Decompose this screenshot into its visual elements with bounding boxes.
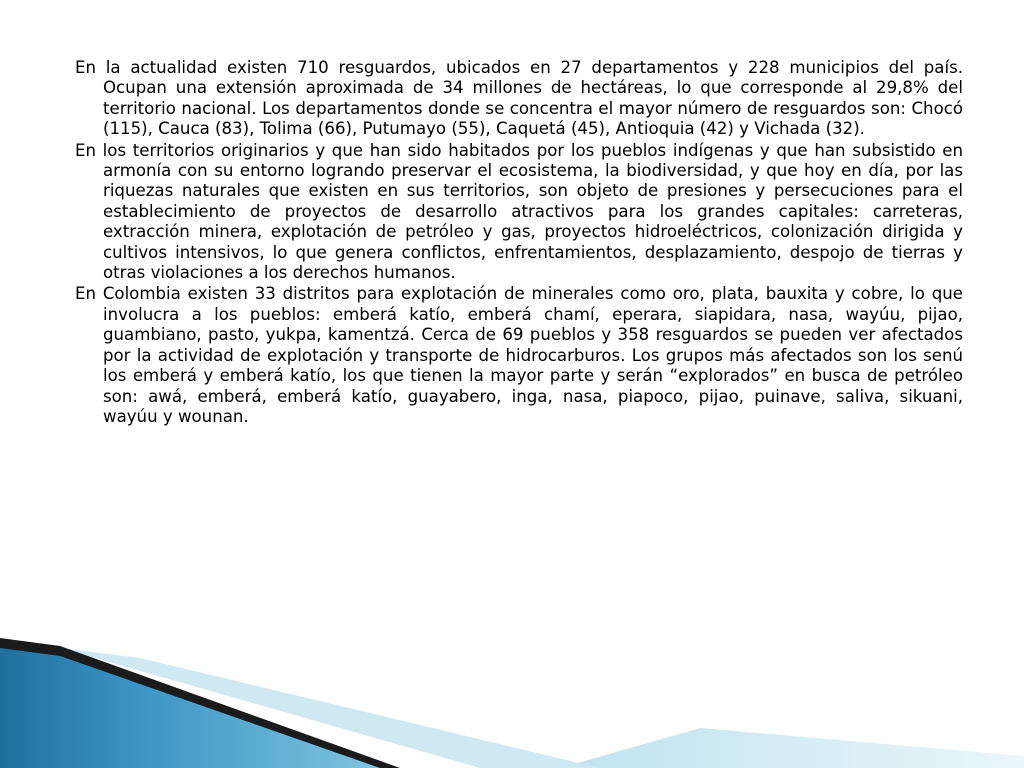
paragraph-territorios: En los territorios originarios y que han sido habitados por los pueblos indígenas y que han subsistido en armonía con su entorno logrando preservar el ecosistema, la biodiversidad, y que hoy en día, por las riquezas naturales que existen en sus territorios, son objeto de presiones y persecuciones para el establecimiento de proyectos de desarrollo atractivos para los grandes capitales: carreteras, extracción minera, explotación de petróleo y gas, proyectos hidroeléctricos, colonización dirigida y cultivos intensivos, lo que genera conflictos, enfrentamientos, desplazamiento, despojo de tierras y otras violaciones a los derechos humanos. [75,140,963,283]
paragraph-distritos: En Colombia existen 33 distritos para explotación de minerales como oro, plata, bauxita y cobre, lo que involucra a los pueblos: emberá katío, emberá chamí, eperara, siapidara, nasa, wayúu, pijao, guambiano, pasto, yukpa, kamentzá. Cerca de 69 pueblos y 358 resguardos se pueden ver afectados por la actividad de explotación y transporte de hidrocarburos. Los grupos más afectados son los senú los emberá y emberá katío, los que tienen la mayor parte y serán “explorados” en busca de petróleo son: awá, emberá, emberá katío, guayabero, inga, nasa, piapoco, pijao, puinave, saliva, sikuani, wayúu y wounan. [75,284,963,426]
slide-body [75,58,963,428]
paragraph-resguardos: En la actualidad existen 710 resguardos, ubicados en 27 departamentos y 228 municipios del país. Ocupan una extensión aproximada de 34 millones de hectáreas, lo que corresponde al 29,8% del territorio nacional. Los departamentos donde se concentra el mayor número de resguardos son: Chocó (115), Cauca (83), Tolima (66), Putumayo (55), Caquetá (45), Antioquia (42) y Vichada (32). [75,58,963,139]
footer-light-band [560,728,1024,768]
footer-decoration [0,628,1024,768]
